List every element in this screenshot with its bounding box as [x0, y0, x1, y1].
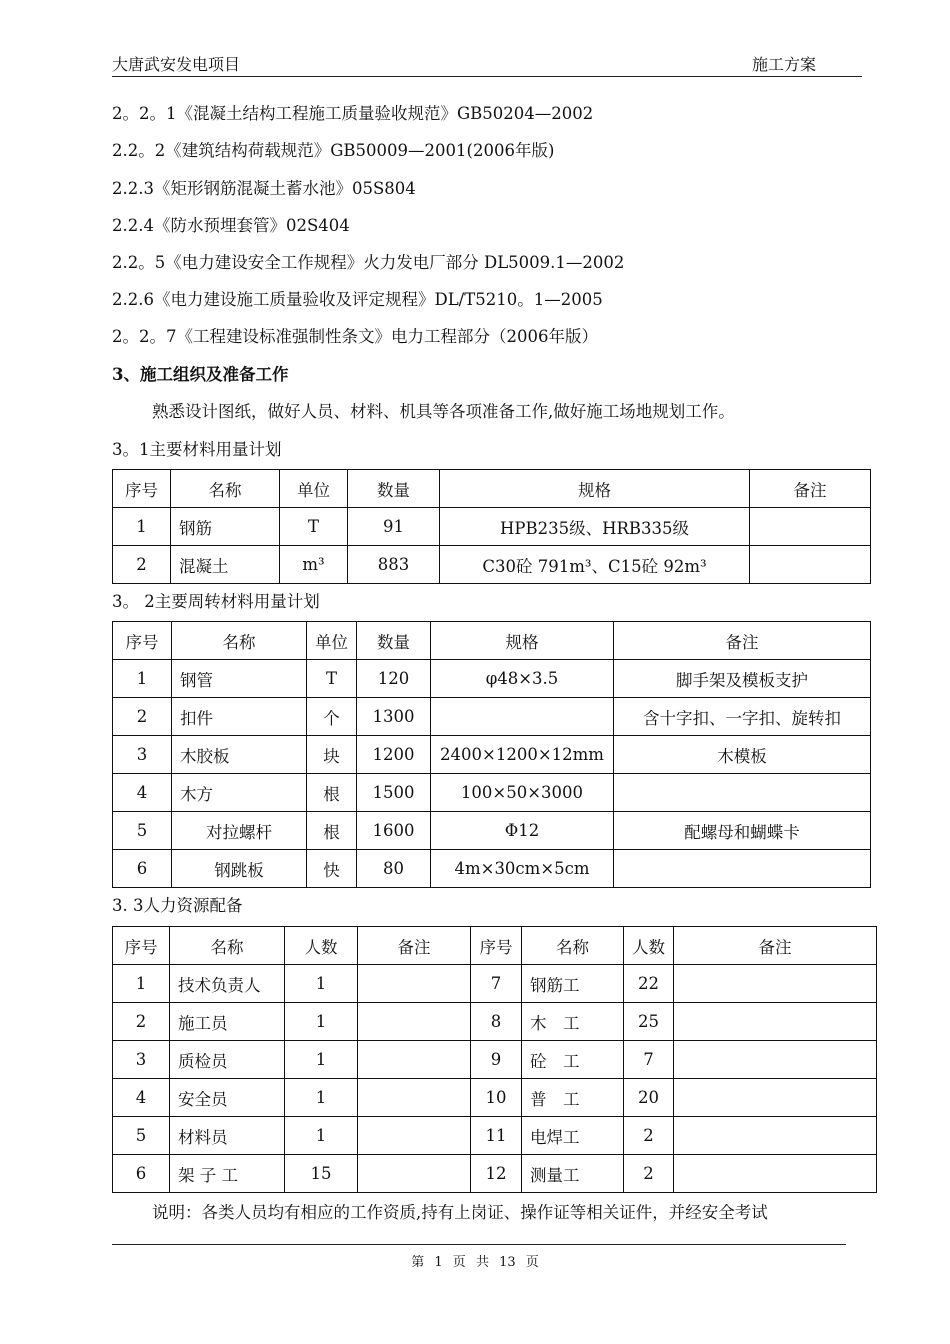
- section-heading: 3、施工组织及准备工作: [112, 365, 289, 384]
- cell: [358, 1003, 471, 1041]
- cell: 9: [471, 1041, 522, 1079]
- cell: 4m×30cm×5cm: [431, 850, 614, 888]
- table-row: [113, 965, 877, 1003]
- cell: 木胶板: [172, 736, 307, 774]
- cell: [358, 965, 471, 1003]
- cell: T: [307, 660, 357, 698]
- cell: 对拉螺杆: [172, 812, 307, 850]
- cell: 脚手架及模板支护: [614, 660, 871, 698]
- col-header: 备注: [674, 927, 877, 965]
- cell: 架 子 工: [170, 1155, 285, 1193]
- cell: HPB235级、HRB335级: [440, 508, 750, 546]
- cell: 施工员: [170, 1003, 285, 1041]
- cell: 8: [471, 1003, 522, 1041]
- col-header: 人数: [285, 927, 358, 965]
- cell: 材料员: [170, 1117, 285, 1155]
- col-header: 单位: [307, 622, 357, 660]
- cell: 883: [348, 546, 440, 584]
- cell: m³: [280, 546, 348, 584]
- ref-line-2: 2.2。2《建筑结构荷载规范》GB50009—2001(2006年版): [112, 141, 555, 160]
- table-header-row: [113, 622, 871, 660]
- section-intro: 熟悉设计图纸，做好人员、材料、机具等各项准备工作,做好施工场地规划工作。: [152, 402, 735, 421]
- cell: 6: [113, 850, 172, 888]
- cell: [674, 1079, 877, 1117]
- cell: 5: [113, 1117, 170, 1155]
- table1-caption: 3。1主要材料用量计划: [112, 440, 282, 459]
- col-header: 数量: [348, 470, 440, 508]
- cell: [674, 1041, 877, 1079]
- total-pages: 13: [499, 1255, 516, 1270]
- table-row: [113, 508, 871, 546]
- table-row: [113, 660, 871, 698]
- cell: 块: [307, 736, 357, 774]
- footer-text: 第: [411, 1255, 425, 1270]
- cell: 混凝土: [171, 546, 280, 584]
- cell: 木方: [172, 774, 307, 812]
- page-number: 1: [434, 1255, 443, 1270]
- cell: 1200: [357, 736, 431, 774]
- cell: 91: [348, 508, 440, 546]
- materials-table: [112, 469, 871, 584]
- cell: [674, 965, 877, 1003]
- cell: 1: [285, 1079, 358, 1117]
- cell: [614, 774, 871, 812]
- cell: [358, 1155, 471, 1193]
- cell: 根: [307, 812, 357, 850]
- col-header: 序号: [113, 622, 172, 660]
- page-footer: [0, 1251, 950, 1270]
- cell: 安全员: [170, 1079, 285, 1117]
- col-header: 数量: [357, 622, 431, 660]
- table-row: [113, 698, 871, 736]
- staffing-note: 说明：各类人员均有相应的工作资质,持有上岗证、操作证等相关证件，并经安全考试: [152, 1203, 768, 1222]
- cell: 22: [624, 965, 674, 1003]
- cell: 2: [624, 1117, 674, 1155]
- cell: 技术负责人: [170, 965, 285, 1003]
- cell: 钢管: [172, 660, 307, 698]
- cell: 普 工: [522, 1079, 624, 1117]
- cell: 1: [113, 660, 172, 698]
- cell: 1: [285, 1041, 358, 1079]
- col-header: 名称: [172, 622, 307, 660]
- footer-text: 页: [452, 1255, 466, 1270]
- cell: 钢跳板: [172, 850, 307, 888]
- cell: 快: [307, 850, 357, 888]
- cell: 1600: [357, 812, 431, 850]
- cell: 根: [307, 774, 357, 812]
- ref-line-4: 2.2.4《防水预埋套管》02S404: [112, 216, 350, 235]
- cell: 扣件: [172, 698, 307, 736]
- cell: 电焊工: [522, 1117, 624, 1155]
- cell: 100×50×3000: [431, 774, 614, 812]
- table-row: [113, 736, 871, 774]
- cell: 1: [285, 965, 358, 1003]
- cell: 3: [113, 1041, 170, 1079]
- cell: [674, 1155, 877, 1193]
- cell: 1: [113, 508, 171, 546]
- table-row: [113, 1155, 877, 1193]
- cell: 5: [113, 812, 172, 850]
- cell: 15: [285, 1155, 358, 1193]
- cell: 钢筋: [171, 508, 280, 546]
- table-header-row: [113, 927, 877, 965]
- cell: [674, 1117, 877, 1155]
- cell: [750, 546, 871, 584]
- cell: 2: [113, 698, 172, 736]
- table-row: [113, 1117, 877, 1155]
- cell: 含十字扣、一字扣、旋转扣: [614, 698, 871, 736]
- cell: 质检员: [170, 1041, 285, 1079]
- table-row: [113, 1041, 877, 1079]
- cell: 25: [624, 1003, 674, 1041]
- cell: 测量工: [522, 1155, 624, 1193]
- cell: 1: [285, 1117, 358, 1155]
- col-header: 人数: [624, 927, 674, 965]
- footer-rule: [112, 1244, 846, 1245]
- table-row: [113, 774, 871, 812]
- col-header: 规格: [431, 622, 614, 660]
- cell: 配螺母和蝴蝶卡: [614, 812, 871, 850]
- cell: [614, 850, 871, 888]
- header-project: 大唐武安发电项目: [112, 55, 241, 74]
- cell: 1300: [357, 698, 431, 736]
- cell: 木 工: [522, 1003, 624, 1041]
- table-row: [113, 546, 871, 584]
- page-header: [112, 52, 862, 77]
- cell: 6: [113, 1155, 170, 1193]
- ref-line-3: 2.2.3《矩形钢筋混凝土蓄水池》05S804: [112, 179, 416, 198]
- cell: [358, 1041, 471, 1079]
- cell: 3: [113, 736, 172, 774]
- cell: 7: [471, 965, 522, 1003]
- header-doc-type: 施工方案: [752, 55, 817, 74]
- cell: 2400×1200×12mm: [431, 736, 614, 774]
- cell: [750, 508, 871, 546]
- cell: [431, 698, 614, 736]
- cell: 2: [624, 1155, 674, 1193]
- ref-line-5: 2.2。5《电力建设安全工作规程》火力发电厂部分 DL5009.1—2002: [112, 253, 625, 272]
- col-header: 备注: [358, 927, 471, 965]
- staffing-table: [112, 926, 877, 1193]
- cell: 砼 工: [522, 1041, 624, 1079]
- cell: 120: [357, 660, 431, 698]
- col-header: 序号: [471, 927, 522, 965]
- cell: 10: [471, 1079, 522, 1117]
- table-row: [113, 1003, 877, 1041]
- cell: 7: [624, 1041, 674, 1079]
- cell: 2: [113, 546, 171, 584]
- cell: T: [280, 508, 348, 546]
- table-row: [113, 812, 871, 850]
- ref-line-1: 2。2。1《混凝土结构工程施工质量验收规范》GB50204—2002: [112, 104, 594, 123]
- cell: 2: [113, 1003, 170, 1041]
- col-header: 备注: [750, 470, 871, 508]
- cell: 1: [285, 1003, 358, 1041]
- cell: [358, 1117, 471, 1155]
- col-header: 名称: [171, 470, 280, 508]
- table-row: [113, 1079, 877, 1117]
- cell: 20: [624, 1079, 674, 1117]
- cell: 1: [113, 965, 170, 1003]
- ref-line-6: 2.2.6《电力建设施工质量验收及评定规程》DL/T5210。1—2005: [112, 290, 603, 309]
- cell: φ48×3.5: [431, 660, 614, 698]
- cell: 4: [113, 1079, 170, 1117]
- cell: [358, 1079, 471, 1117]
- cell: 钢筋工: [522, 965, 624, 1003]
- cell: 80: [357, 850, 431, 888]
- col-header: 单位: [280, 470, 348, 508]
- table3-caption: 3. 3人力资源配备: [112, 896, 243, 915]
- footer-text: 共: [475, 1255, 489, 1270]
- col-header: 序号: [113, 927, 170, 965]
- cell: 11: [471, 1117, 522, 1155]
- cell: 1500: [357, 774, 431, 812]
- ref-line-7: 2。2。7《工程建设标准强制性条文》电力工程部分（2006年版）: [112, 327, 598, 346]
- footer-text: 页: [525, 1255, 539, 1270]
- turnover-materials-table: [112, 621, 871, 888]
- cell: 木模板: [614, 736, 871, 774]
- cell: 个: [307, 698, 357, 736]
- cell: [674, 1003, 877, 1041]
- col-header: 规格: [440, 470, 750, 508]
- table-header-row: [113, 470, 871, 508]
- cell: Φ12: [431, 812, 614, 850]
- table2-caption: 3。 2主要周转材料用量计划: [112, 592, 320, 611]
- col-header: 备注: [614, 622, 871, 660]
- cell: C30砼 791m³、C15砼 92m³: [440, 546, 750, 584]
- cell: 12: [471, 1155, 522, 1193]
- col-header: 序号: [113, 470, 171, 508]
- table-row: [113, 850, 871, 888]
- cell: 4: [113, 774, 172, 812]
- col-header: 名称: [170, 927, 285, 965]
- col-header: 名称: [522, 927, 624, 965]
